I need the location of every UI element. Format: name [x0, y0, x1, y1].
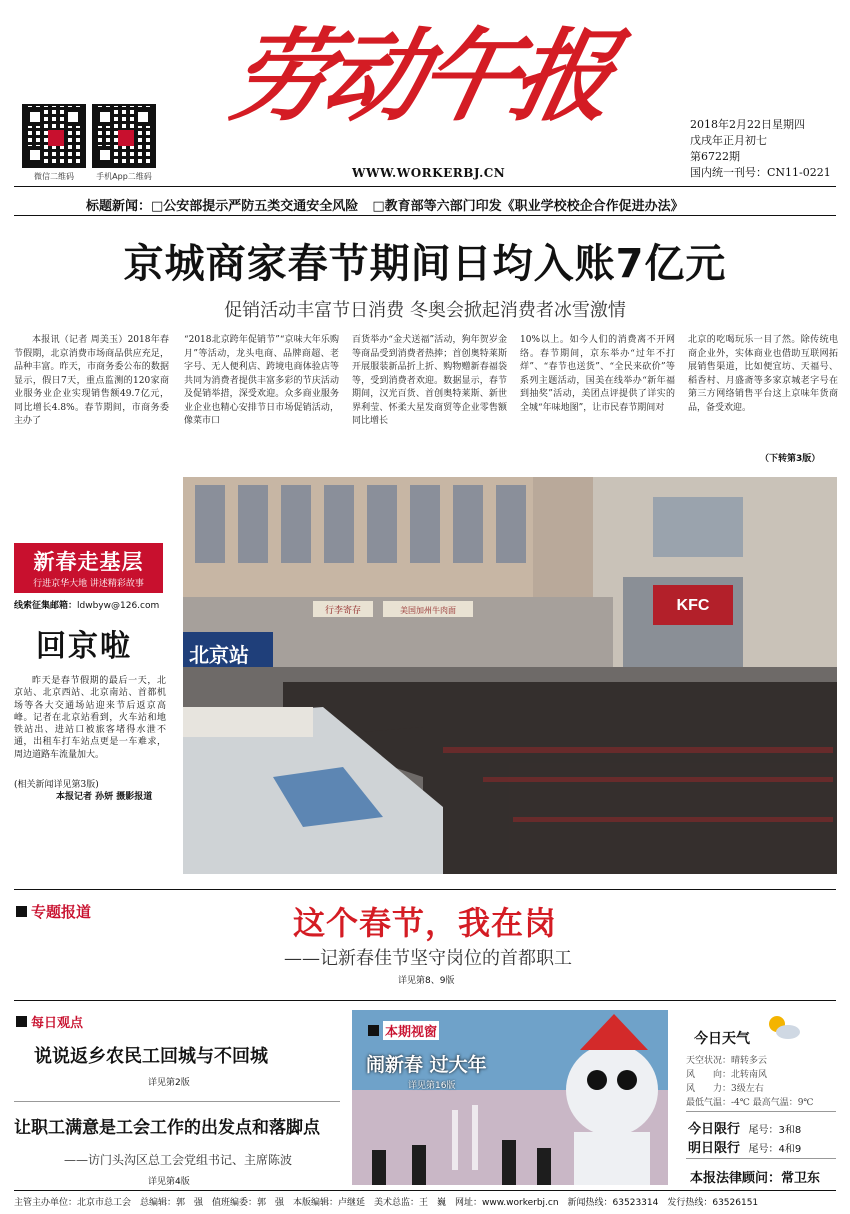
restriction-today-value: 尾号：3和8 — [748, 1125, 802, 1136]
email-label: 线索征集邮箱： — [14, 601, 78, 611]
lead-column — [352, 334, 507, 440]
weather-title: 今日天气 — [694, 1031, 750, 1047]
column-text: 本报讯（记者 周美玉）2018年春节假期，北京消费市场商品供应充足，品种丰富。昨天，市商务委公布的数据显示，假日7天，重点监测的120家商业服务业企业实现销售额49.7亿元，同比增长4.8%。春节期间，市商务委主办了 — [14, 335, 169, 426]
lead-subtitle: 促销活动丰富节日消费 冬奥会掀起消费者冰雪激情 — [224, 300, 626, 321]
special-title[interactable]: 这个春节，我在岗 — [292, 904, 557, 942]
feature-note[interactable]: (相关新闻详见第3版) — [14, 780, 99, 790]
divider — [14, 1101, 340, 1102]
opinion-tag — [16, 1012, 83, 1031]
lead-continued[interactable]: （下转第3版） — [760, 454, 821, 464]
opinion-item-2[interactable]: 让职工满意是工会工作的出发点和落脚点 — [14, 1118, 320, 1138]
special-ref[interactable]: 详见第8、9版 — [398, 976, 455, 986]
lead-column — [520, 334, 675, 440]
shop-sign: 美国加州牛肉面 — [400, 606, 456, 615]
weather-wind-dir: 风 向：北转南风 — [686, 1070, 768, 1080]
restriction-today-label: 今日限行 — [688, 1122, 741, 1137]
app-qr-code — [92, 104, 156, 168]
feature-title[interactable]: 回京啦 — [36, 629, 132, 664]
feature-credit: 本报记者 孙妍 摄影报道 — [56, 792, 153, 802]
headline-item[interactable]: □教育部等六部门印发《职业学校校企合作促进办法》 — [372, 199, 684, 214]
opinion-tag-label: 每日观点 — [31, 1016, 84, 1031]
feature-banner-subtitle: 行进京华大地 讲述精彩故事 — [33, 579, 144, 589]
opinion-item-1-ref[interactable]: 详见第2版 — [148, 1078, 190, 1088]
feature-body — [14, 675, 166, 761]
wechat-qr-code — [22, 104, 86, 168]
lead-column — [688, 334, 838, 440]
square-icon — [368, 1025, 379, 1036]
weather-sky: 天空状况：晴转多云 — [686, 1056, 768, 1066]
special-tag-label: 专题报道 — [31, 903, 92, 921]
opinion-item-2-ref[interactable]: 详见第4版 — [148, 1177, 190, 1187]
sun-cloud-icon — [762, 1012, 802, 1040]
divider — [686, 1158, 836, 1159]
issue-number: 第6722期 — [690, 150, 740, 163]
visual-title[interactable]: 闹新春 过大年 — [366, 1054, 487, 1076]
restriction-tomorrow — [688, 1137, 801, 1156]
lead-column — [14, 334, 169, 440]
headline-item[interactable]: □公安部提示严防五类交通安全风险 — [151, 199, 359, 214]
column-text: 百货举办“金犬送福”活动，狗年贺岁金等商品受到消费者热捧；首创奥特莱斯开展服装新品折上折、购物赠新春福袋等，受到消费者欢迎。数据显示，春节期间，汉光百货、首创奥特莱斯、新世界利莹、怀柔大星发商贸等企业零售额同比增长 — [352, 335, 507, 426]
lead-column — [184, 334, 339, 440]
headline-label: 标题新闻： — [86, 199, 152, 214]
divider — [14, 186, 836, 187]
feature-banner-title: 新春走基层 — [33, 550, 144, 574]
website-url[interactable]: WWW.WORKERBJ.CN — [352, 166, 506, 180]
visual-tag-label: 本期视窗 — [383, 1021, 439, 1040]
station-photo — [183, 477, 837, 874]
masthead-logo: 劳动午报 — [219, 17, 621, 135]
headline-bar — [86, 195, 698, 214]
divider — [686, 1111, 836, 1112]
opinion-item-2-sub: ——访门头沟区总工会党组书记、主席陈波 — [64, 1153, 293, 1167]
feature-email — [14, 598, 159, 611]
special-subtitle: ——记新春佳节坚守岗位的首都职工 — [284, 948, 572, 969]
weather-temp: 最低气温：-4℃ 最高气温：9℃ — [686, 1098, 814, 1108]
issue-lunar: 戊戌年正月初七 — [690, 134, 767, 147]
email-address[interactable]: ldwbyw@126.com — [77, 601, 160, 611]
station-photo-drawing — [183, 477, 837, 874]
divider — [14, 1190, 836, 1191]
app-qr-caption: 手机App二维码 — [96, 172, 152, 181]
column-text: “2018北京跨年促销节”“京味大年乐购月”等活动，龙头电商、品牌商超、老字号、无人便利店、跨境电商体验店等共同为消费者提供丰富多彩的节庆活动及促销举措，深受欢迎。众多商业服务业企业也精心安排节日市场促销活动，像菜市口 — [184, 335, 339, 426]
square-icon — [16, 1016, 27, 1027]
divider — [14, 215, 836, 216]
divider — [14, 1000, 836, 1001]
restriction-today — [688, 1118, 801, 1137]
feature-body-text: 昨天是春节假期的最后一天，北京站、北京西站、北京南站、首都机场等各大交通场站迎来节后返京高峰。记者在北京站看到，火车站和地铁站出、进站口被旅客堵得水泄不通，出租车打车站点更是一车难求，周边道路车流量加大。 — [14, 676, 166, 760]
lead-title[interactable]: 京城商家春节期间日均入账7亿元 — [123, 241, 727, 287]
issue-info — [690, 117, 831, 181]
station-sign: 北京站 — [189, 643, 249, 667]
column-text: 北京的吃喝玩乐一目了然。除传统电商企业外，实体商业也借助互联网拓展销售渠道，比如便宜坊、天福号、稻香村、月盛斋等多家京城老字号在第三方网络销售平台这上京味年货商品，备受欢迎。 — [688, 335, 838, 413]
feature-banner — [14, 543, 163, 593]
opinion-item-1[interactable]: 说说返乡农民工回城与不回城 — [34, 1046, 268, 1067]
divider — [14, 889, 836, 890]
issue-cn: 国内统一刊号：CN11-0221 — [690, 166, 831, 179]
legal-advisor: 本报法律顾问：常卫东 — [690, 1171, 821, 1186]
shop-sign: 行李寄存 — [324, 606, 362, 616]
issue-date: 2018年2月22日星期四 — [690, 118, 805, 131]
visual-ref[interactable]: 详见第16版 — [408, 1081, 456, 1091]
weather-wind-force: 风 力：3级左右 — [686, 1084, 764, 1094]
restriction-tomorrow-value: 尾号：4和9 — [748, 1144, 802, 1155]
visual-tag — [368, 1021, 439, 1040]
restriction-tomorrow-label: 明日限行 — [688, 1141, 741, 1156]
column-text: 10%以上。如今人们的消费离不开网络。春节期间，京东举办“过年不打烊”、“春节也送货”、“全民来砍价”等系列主题活动，国美在线举办“新年福到抽奖”活动，美团点评提供了详实的全城“年味地图”，让市民春节期间对 — [520, 335, 675, 413]
wechat-qr-caption: 微信二维码 — [34, 172, 74, 181]
kfc-sign: KFC — [676, 597, 710, 614]
footer-credits: 主管主办单位：北京市总工会 总编辑：郭 强 值班编委：郭 强 本版编辑：卢继延 美术总监：王 巍 网址：www.workerbj.cn 新闻热线：63523314 发行热线：63526151 — [14, 1198, 759, 1208]
